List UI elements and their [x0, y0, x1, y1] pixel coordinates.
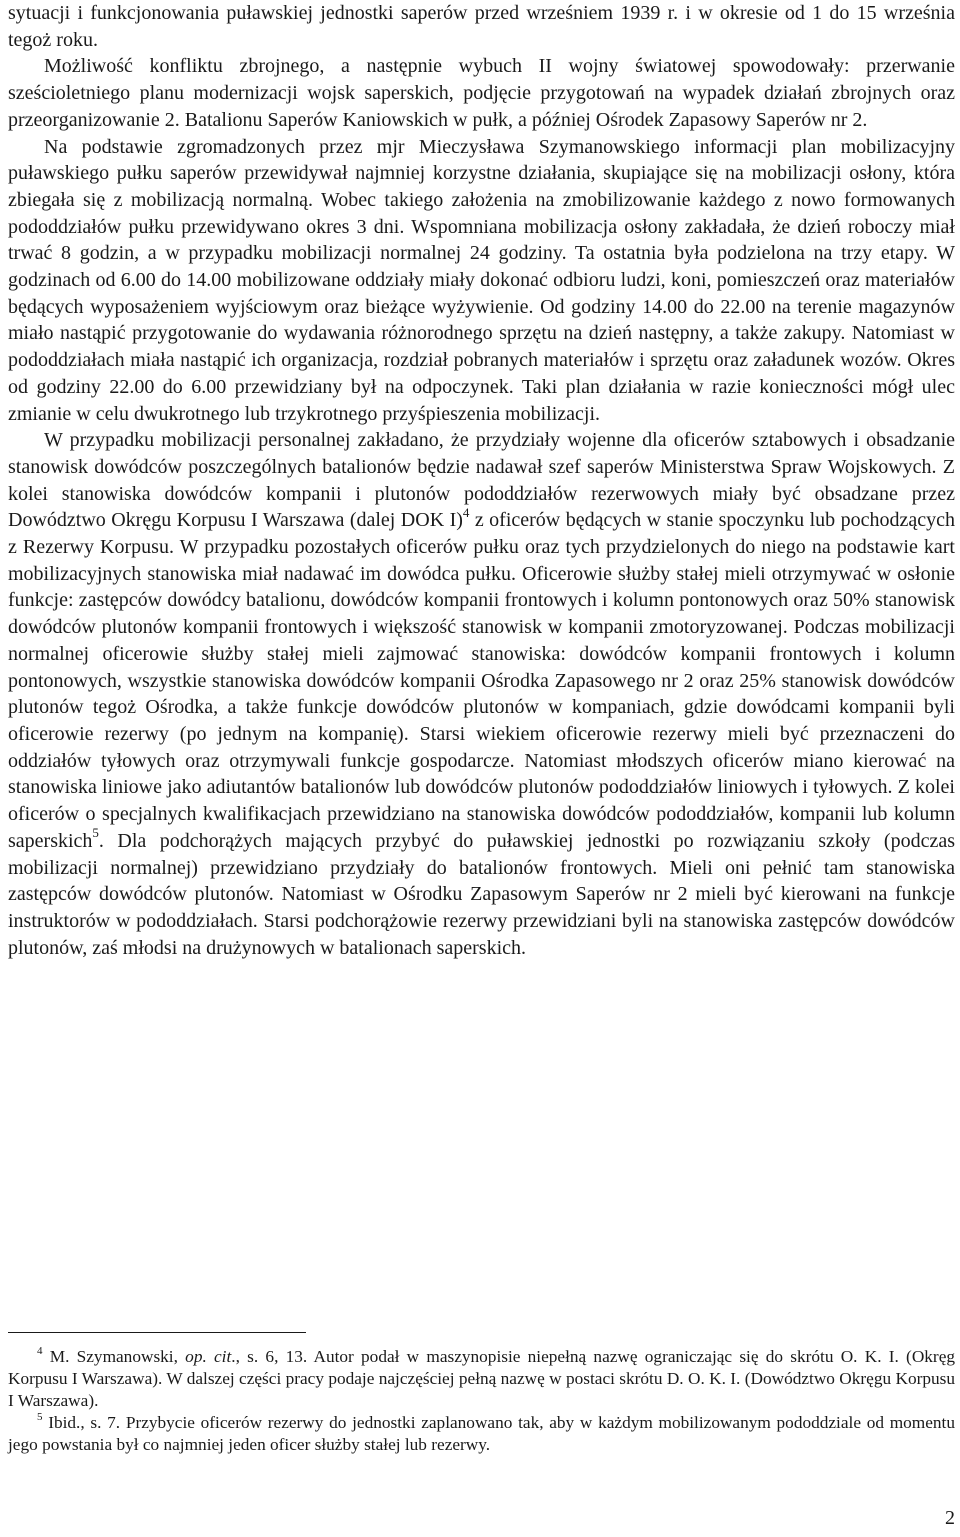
footnote-divider [8, 1332, 306, 1333]
paragraph-conflict: Możliwość konfliktu zbrojnego, a następnie wybuch II wojny światowej spowodowały: przerwanie sześcioletniego planu modernizacji wojsk saperskich, podjęcie przygotowań na wypadek działań zbrojnych oraz przeorganizowanie 2. Batalionu Saperów Kaniowskich w pułk, a później Ośrodek Zapasowy Saperów nr 2. [8, 55, 955, 131]
body-text [8, 0, 955, 961]
footnote-4-text-a: M. Szymanowski, [42, 1347, 186, 1366]
footnotes [8, 1346, 955, 1456]
footnote-4 [8, 1346, 955, 1412]
footnote-number-5: 5 [37, 1411, 43, 1424]
footnote-5 [8, 1412, 955, 1456]
footnote-reference-4[interactable]: 4 [462, 504, 470, 520]
paragraph-text-part-b: z oficerów będących w stanie spoczynku lub pochodzących z Rezerwy Korpusu. W przypadku pozostałych oficerów pułku oraz tych przydzielonych do niego na podstawie kart mobilizacyjnych stanowiska miał nadawać im dowódca pułku. Oficerowie służby stałej mieli otrzymywać w osłonie funkcje: zastępców dowódcy batalionu, dowódców kompanii frontowych i kolumn pontonowych oraz 50% stanowisk dowódców plutonów kompanii frontowych i większość stanowisk w kompanii zmotoryzowanej. Podczas mobilizacji normalnej oficerowie służby stałej mieli zajmować stanowiska: dowódców kompanii frontowych i kolumn pontonowych, wszystkie stanowiska dowódców kompanii Ośrodka Zapasowego nr 2 oraz 25% stanowisk dowódców plutonów tegoż Ośrodka, a także funkcje dowódców plutonów w kompaniach, gdzie dowódcami kompanii byli oficerowie rezerwy (po jednym na kompanię). Starsi wiekiem oficerowie rezerwy mieli być przeznaczeni do oddziałów tyłowych oraz otrzymywali funkcje gospodarcze. Natomiast młodszych oficerów miano kierować na stanowiska liniowe jako adiutantów batalionów lub dowódców plutonów pododdziałów liniowych i tyłowych. Z kolei oficerów o specjalnych kwalifikacjach przewidziano na stanowiska dowódców pododdziałów, kompanii lub kolumn saperskich [8, 509, 956, 852]
footnote-4-op-cit: op. cit [185, 1347, 232, 1366]
footnote-4-text-b: ., s. 6, 13. Autor podał w maszynopisie niepełną nazwę ograniczając się do skrótu O. K. I. (Okręg Korpusu I Warszawa). W dalszej części pracy podaje najczęściej pełną nazwę w postaci skrótu D. O. K. I. (Dowództwo Okręgu Korpusu I Warszawa). [8, 1347, 956, 1410]
footnote-reference-5[interactable]: 5 [92, 825, 99, 841]
paragraph-mobilization-plan: Na podstawie zgromadzonych przez mjr Mieczysława Szymanowskiego informacji plan mobilizacyjny puławskiego pułku saperów przewidywał najmniej korzystne działania, skupiające się na mobilizacji osłony, która zbiegała się z mobilizacją normalną. Wobec takiego założenia na zmobilizowanie każdego z nowo formowanych pododdziałów pułku przewidywano okres 3 dni. Wspomniana mobilizacja osłony zakładała, że dzień roboczy miał trwać 8 godzin, a w przypadku mobilizacji normalnej 24 godziny. Ta ostatnia była podzielona na trzy etapy. W godzinach od 6.00 do 14.00 mobilizowane oddziały miały dokonać odbioru ludzi, koni, pomieszczeń oraz materiałów będących wyposażeniem wyjściowym oraz bieżące wyżywienie. Od godziny 14.00 do 22.00 na terenie magazynów miało nastąpić przygotowanie do wydawania różnorodnego sprzętu na dzień następny, a także zakupy. Natomiast w pododdziałach miała nastąpić ich organizacja, rozdział pobranych materiałów i sprzętu oraz załadunek wozów. Okres od godziny 22.00 do 6.00 przewidziany był na odpoczynek. Taki plan działania w razie konieczności mógł ulec zmianie w celu dwukrotnego lub trzykrotnego przyśpieszenia mobilizacji. [8, 135, 955, 425]
footnote-5-text: Ibid., s. 7. Przybycie oficerów rezerwy do jednostki zaplanowano tak, aby w każdym mobilizowanym pododdziale od momentu jego powstania był co najmniej jeden oficer służby stałej lub rezerwy. [8, 1413, 955, 1454]
paragraph-personnel-mobilization [8, 427, 955, 961]
paragraph-continuation: sytuacji i funkcjonowania puławskiej jednostki saperów przed wrześniem 1939 r. i w okresie od 1 do 15 września tegoż roku. [8, 2, 955, 51]
footnote-number-4: 4 [37, 1345, 43, 1358]
page-number: 2 [945, 1507, 955, 1529]
paragraph-text-part-a: W przypadku mobilizacji personalnej zakładano, że przydziały wojenne dla oficerów sztabowych i obsadzanie stanowisk dowódców poszczególnych batalionów będzie nadawał szef saperów Ministerstwa Spraw Wojskowych. Z kolei stanowiska dowódców kompanii i plutonów pododdziałów rezerwowych miały być obsadzane przez Dowództwo Okręgu Korpusu I Warszawa (dalej DOK I) [8, 429, 955, 532]
paragraph-text-part-c: . Dla podchorążych mających przybyć do puławskiej jednostki po rozwiązaniu szkoły (podczas mobilizacji normalnej) przewidziano przydziały do batalionów frontowych. Mieli oni pełnić tam stanowiska zastępców dowódców plutonów. Natomiast w Ośrodku Zapasowym Saperów nr 2 mieli być kierowani na funkcje instruktorów w pododdziałach. Starsi podchorążowie rezerwy przewidziani byli na stanowiska zastępców dowódców plutonów, zaś młodsi na drużynowych w batalionach saperskich. [8, 829, 955, 959]
